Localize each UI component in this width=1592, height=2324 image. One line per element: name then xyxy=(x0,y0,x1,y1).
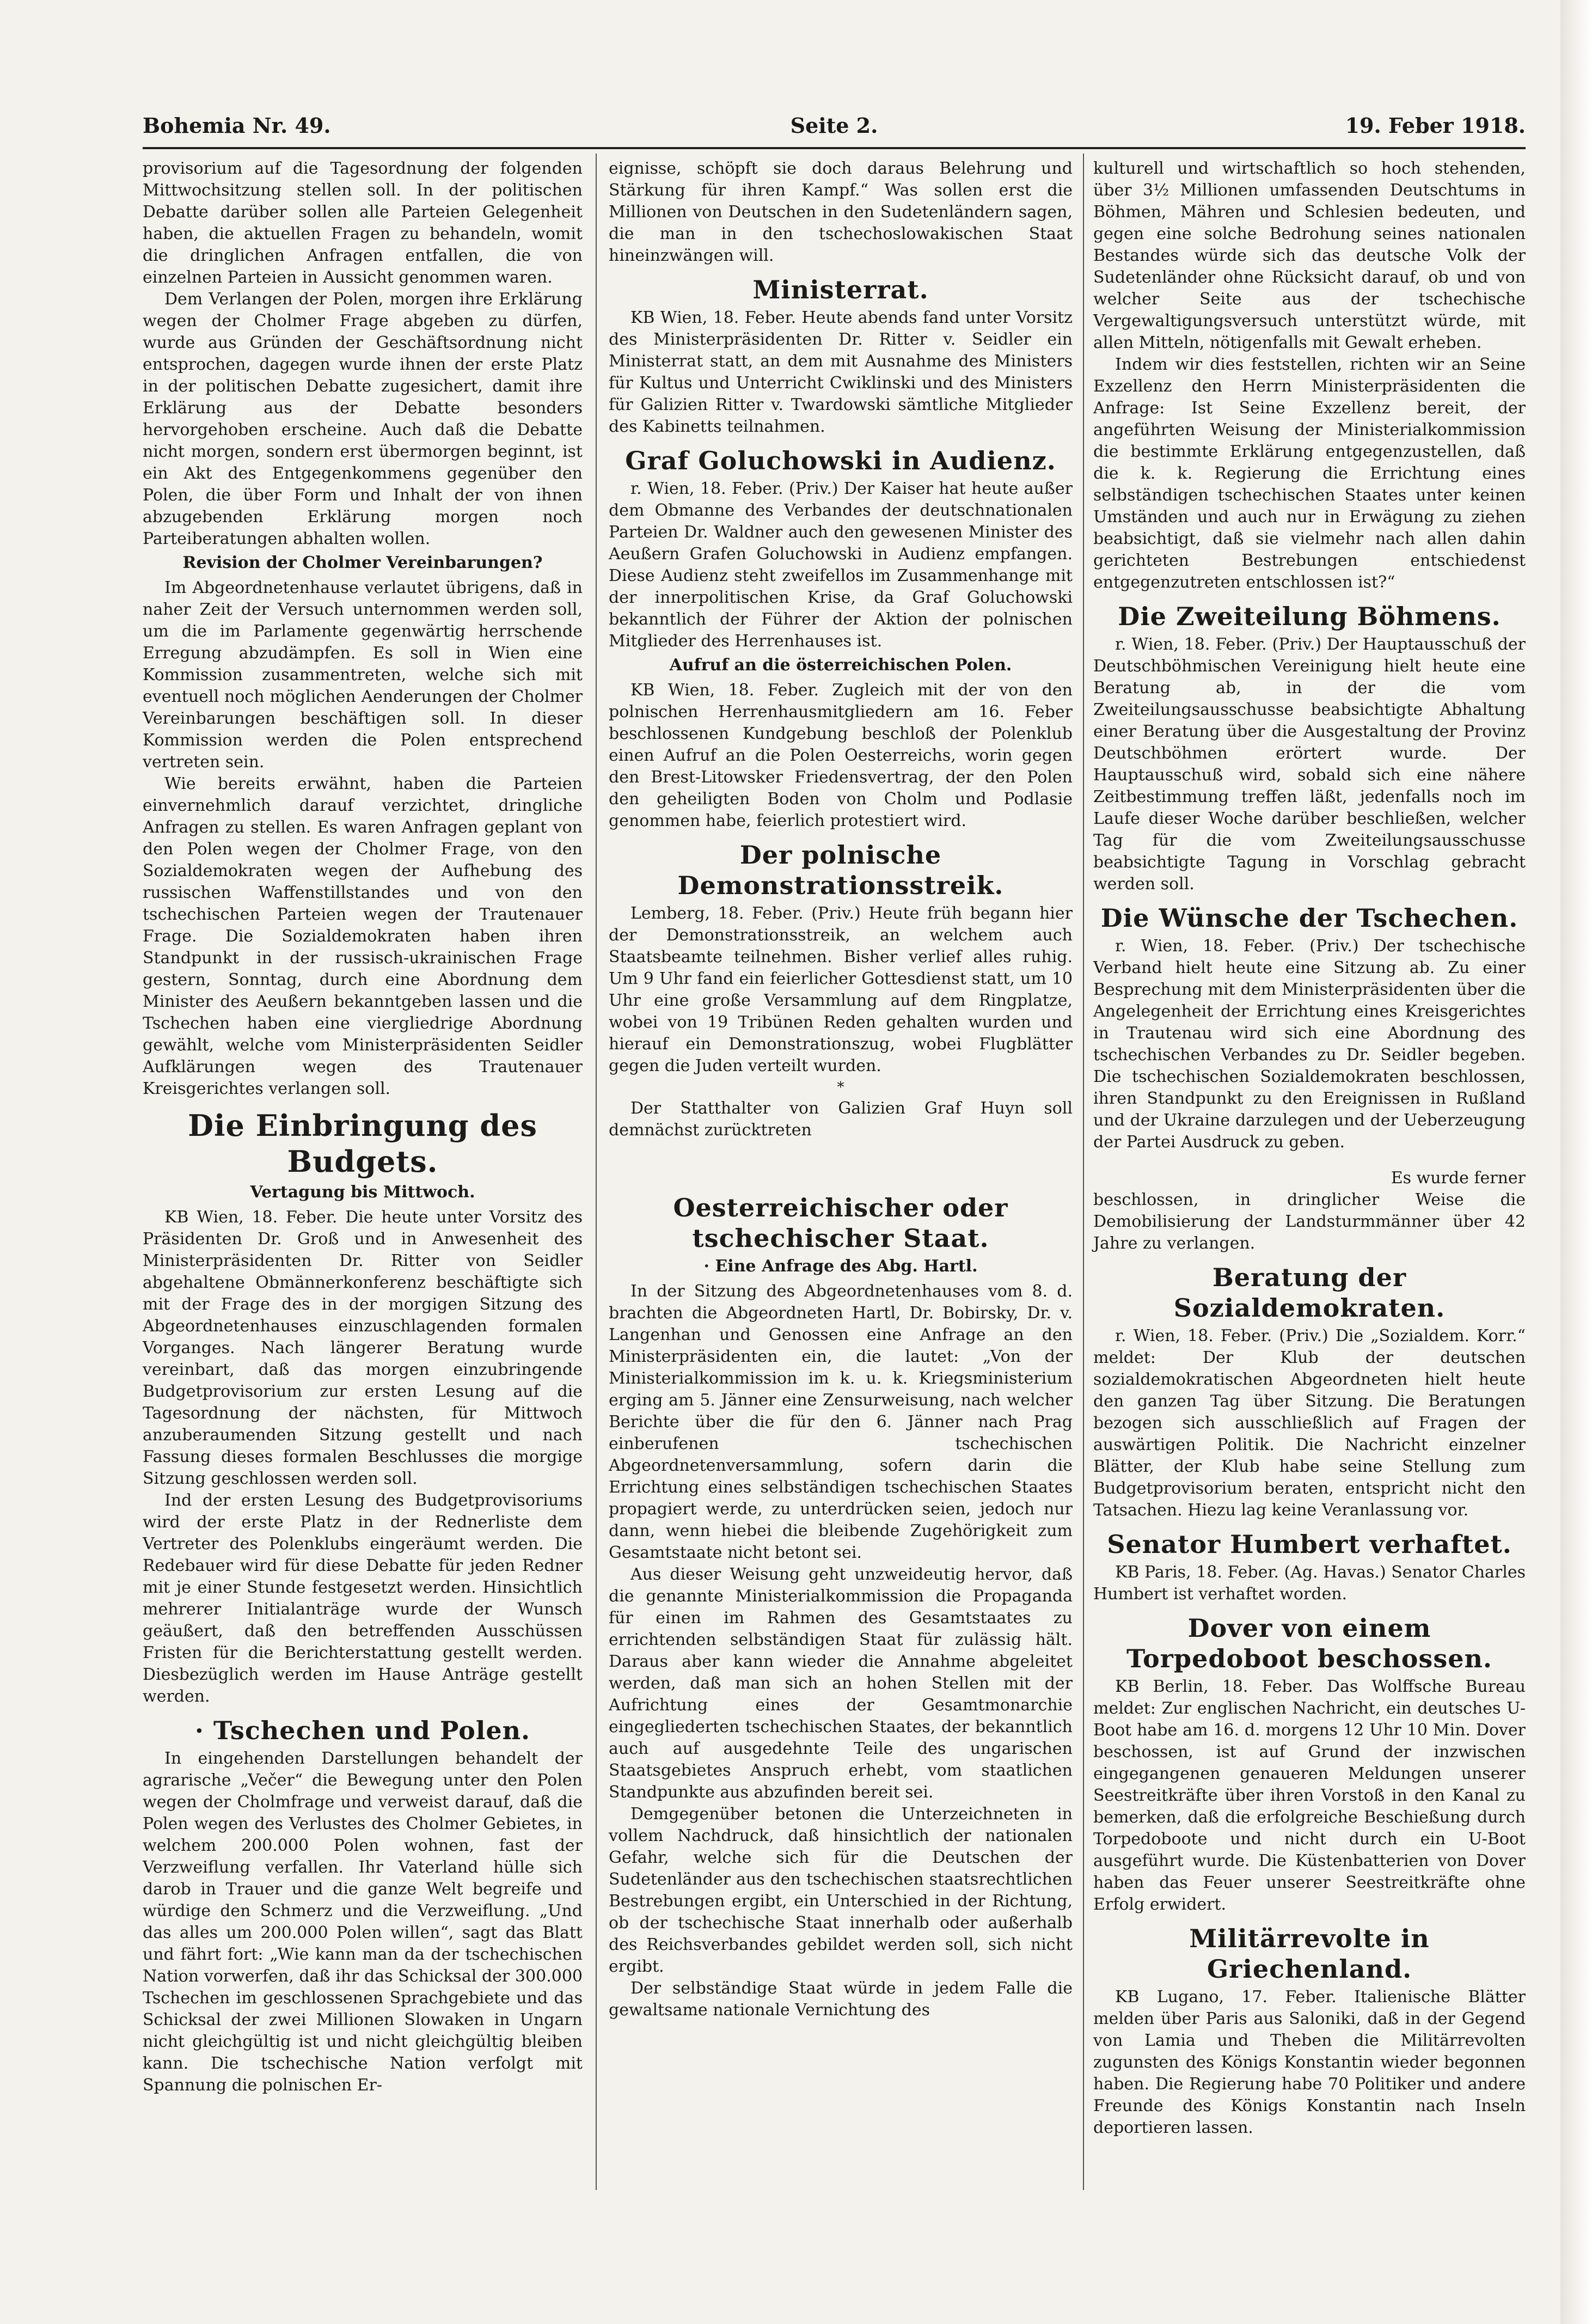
paragraph: Aus dieser Weisung geht unzweideutig hervor, daß die genannte Ministerialkommission die Propaganda für einen im Rahmen des Gesamtstaates zu errichtenden selbständigen Staat für zulässig hält. Daraus aber kann wieder die Annahme abgeleitet werden, daß man sich an hohen Stellen mit der Aufrichtung eines der Gesamtmonarchie eingegliederten tschechischen Staates, der bekanntlich auch auf ausgedehnte Teile des ungarischen Staatsgebietes Anspruch erhebt, vom staatlichen Standpunkte aus abzufinden bereit sei. xyxy=(609,1565,1073,1802)
paragraph: r. Wien, 18. Feber. (Priv.) Der tschechische Verband hielt heute eine Sitzung ab. Zu einer Besprechung mit dem Ministerpräsidenten über die Angelegenheit der Errichtung eines Kreisgerichtes in Trautenau wird sich eine Abordnung des tschechischen Verbandes zu Dr. Seidler begeben. Die tschechischen Sozialdemokraten beschlossen, ihren Standpunkt zu den Ereignissen in Rußland und der Ukraine darzulegen und der Ueberzeugung der Partei Ausdruck zu geben. xyxy=(1093,937,1526,1152)
paragraph: Wie bereits erwähnt, haben die Parteien einvernehmlich darauf verzichtet, dringliche Anfragen zu stellen. Es waren Anfragen geplant von den Polen wegen der Cholmer Frage, von den Sozialdemokraten wegen der Aufhebung des russischen Waffenstillstandes und von den tschechischen Parteien wegen der Trautenauer Frage. Die Sozialdemokraten haben ihren Standpunkt in der russisch-ukrainischen Frage gestern, Sonntag, durch eine Abordnung dem Minister des Aeußern bekanntgeben lassen und die Tschechen haben eine viergliedrige Abordnung gewählt, welche vom Ministerpräsidenten Seidler Aufklärungen wegen des Trautenauer Kreisgerichtes verlangen soll. xyxy=(143,774,583,1098)
spacer xyxy=(1093,1153,1526,1167)
article-headline: Die Zweiteilung Böhmens. xyxy=(1118,602,1501,631)
paragraph: Der Statthalter von Galizien Graf Huyn soll demnächst zurücktreten xyxy=(609,1099,1073,1140)
column-3 xyxy=(1093,158,1526,2139)
subheading: Vertagung bis Mittwoch. xyxy=(250,1183,475,1202)
paragraph: Ind der ersten Lesung des Budgetprovisoriums wird der erste Platz in der Rednerliste dem Vertreter des Polenklubs eingeräumt werden. Die Redebauer wird für diese Debatte für jeden Redner mit je einer Stunde festgesetzt werden. Hinsichtlich mehrerer Initialanträge wurde der Wunsch geäußert, daß den betreffenden Ausschüssen Fristen für die Berichterstattung gestellt werden. Diesbezüglich werden im Hause Anträge gestellt werden. xyxy=(143,1491,583,1706)
page-edge xyxy=(1560,0,1592,2324)
paragraph: Indem wir dies feststellen, richten wir an Seine Exzellenz den Herrn Ministerpräsidenten die Anfrage: Ist Seine Exzellenz bereit, der angeführten Weisung der Ministerialkommission die bestimmte Erklärung entgegenzustellen, daß die k. k. Regierung die Errichtung eines selbständigen tschechischen Staates unter keinen Umständen und auch nur in Erwägung zu ziehen beabsichtigt, daß sie vielmehr nach allen dahin gerichteten Bestrebungen entschiedenst entgegenzutreten entschlossen ist?“ xyxy=(1093,355,1526,592)
paragraph: Es wurde ferner xyxy=(1391,1169,1526,1188)
paragraph: KB Wien, 18. Feber. Heute abends fand unter Vorsitz des Ministerpräsidenten Dr. Ritter v. Seidler ein Ministerrat statt, an dem mit Ausnahme des Ministers für Kultus und Unterricht Cwiklinski und des Ministers für Galizien Ritter v. Twardowski sämtliche Mitglieder des Kabinetts teilnahmen. xyxy=(609,308,1073,436)
paragraph: Der selbständige Staat würde in jedem Falle die gewaltsame nationale Vernichtung des xyxy=(609,1979,1073,2020)
paragraph: KB Lugano, 17. Feber. Italienische Blätter melden über Paris aus Saloniki, daß in der Gegend von Lamia und Theben die Militärrevolten zugunsten des Königs Konstantin wieder begonnen haben. Die Regierung habe 70 Politiker und andere Freunde des Königs Konstantin nach Inseln deportieren lassen. xyxy=(1093,1987,1526,2137)
page-number: Seite 2. xyxy=(790,113,878,138)
paragraph: provisorium auf die Tagesordnung der folgenden Mittwochsitzung stellen soll. In der politischen Debatte darüber sollen alle Parteien Gelegenheit haben, die aktuellen Fragen zu behandeln, womit die dringlichen Anfragen entfallen, die von einzelnen Parteien in Aussicht genommen waren. xyxy=(143,159,583,287)
paragraph: r. Wien, 18. Feber. (Priv.) Der Hauptausschuß der Deutschböhmischen Vereinigung hielt heute eine Beratung ab, in der die vom Zweiteilungsausschusse beabsichtigte Abhaltung einer Beratung über die Ausgestaltung der Provinz Deutschböhmen erörtert wurde. Der Hauptausschuß wird, sobald sich eine nähere Zeitbestimmung treffen läßt, jedenfalls noch im Laufe dieser Woche darüber beschließen, welcher Tag für die vom Zweiteilungsausschusse beabsichtigte Tagung in Vorschlag gebracht werden soll. xyxy=(1093,635,1526,894)
article-headline: Der polnische Demonstrationsstreik. xyxy=(677,840,1004,900)
issue-date: 19. Feber 1918. xyxy=(1345,113,1526,138)
column-rule-2 xyxy=(1083,154,1084,2190)
subheading: Revision der Cholmer Vereinbarungen? xyxy=(182,553,543,572)
paragraph: kulturell und wirtschaftlich so hoch stehenden, über 3½ Millionen umfassenden Deutschtums in Böhmen, Mähren und Schlesien bedeuten, und gegen eine solche Bedrohung seines nationalen Bestandes würde sich das deutsche Volk der Sudetenländer ohne Rücksicht darauf, ob und von welcher Seite aus der tschechische Vergewaltigungsversuch unterstützt würde, mit allen Mitteln, nötigenfalls mit Gewalt erheben. xyxy=(1093,159,1526,352)
paragraph: Lemberg, 18. Feber. (Priv.) Heute früh begann hier der Demonstrationsstreik, an welchem auch Staatsbeamte teilnehmen. Bisher verlief alles ruhig. Um 9 Uhr fand ein feierlicher Gottesdienst statt, um 10 Uhr eine große Versammlung auf dem Ringplatze, wobei von 19 Tribünen Reden gehalten wurden und hierauf ein Demonstrationszug, wobei Flugblätter gegen die Juden verteilt wurden. xyxy=(609,904,1073,1075)
paragraph: r. Wien, 18. Feber. (Priv.) Die „Sozialdem. Korr.“ meldet: Der Klub der deutschen sozialdemokratischen Abgeordneten hielt heute den ganzen Tag über Sitzung. Die Beratungen bezogen sich ausschließlich auf Fragen der auswärtigen Politik. Die Nachricht einzelner Blätter, der Klub habe seine Stellung zum Budgetprovisorium beraten, entspricht nicht den Tatsachen. Hiezu lag keine Veranlassung vor. xyxy=(1093,1326,1526,1520)
header-rule xyxy=(143,147,1526,149)
spacer xyxy=(609,1141,1073,1185)
paragraph: In eingehenden Darstellungen behandelt der agrarische „Večer“ die Bewegung unter den Polen wegen der Cholmfrage und verweist darauf, daß die Polen wegen des Verlustes des Cholmer Gebietes, in welchem 200.000 Polen wohnen, fast der Verzweiflung verfallen. Ihr Vaterland hülle sich darob in Trauer und die ganze Welt begreife und würdige den Schmerz und die Verzweiflung. „Und das alles um 200.000 Polen willen“, sagt das Blatt und fährt fort: „Wie kann man da der tschechischen Nation vorwerfen, daß ihr das Schicksal der 300.000 Tschechen im geschlossenen Sprachgebiete und das Schicksal der zwei Millionen Slowaken in Ungarn nicht gleichgültig ist und nicht gleichgültig bleiben kann. Die tschechische Nation verfolgt mit Spannung die polnischen Er- xyxy=(143,1749,583,2095)
article-headline: Ministerrat. xyxy=(752,275,929,304)
column-rule-1 xyxy=(596,154,597,2190)
separator-star: * xyxy=(837,1079,844,1096)
article-headline: Die Wünsche der Tschechen. xyxy=(1100,903,1518,933)
article-headline: Dover von einem Torpedoboot beschossen. xyxy=(1126,1613,1492,1673)
paragraph: Dem Verlangen der Polen, morgen ihre Erklärung wegen der Cholmer Frage abgeben zu dürfen, wurde aus Gründen der Geschäftsordnung nicht entsprochen, dagegen wurde ihnen der erste Platz in der politischen Debatte zugesichert, damit ihre Erklärung aus der Debatte besonders hervorgehoben erscheine. Auch daß die Debatte nicht morgen, sondern erst übermorgen beginnt, ist ein Akt des Entgegenkommens gegenüber den Polen, die über Form und Inhalt der von ihnen abzugebenden Erklärung morgen noch Parteiberatungen abhalten wollen. xyxy=(143,290,583,548)
article-headline: Die Einbringung des Budgets. xyxy=(188,1108,537,1179)
article-headline: Senator Humbert verhaftet. xyxy=(1107,1530,1512,1559)
masthead-issue: Bohemia Nr. 49. xyxy=(143,113,331,138)
paragraph: Demgegenüber betonen die Unterzeichneten in vollem Nachdruck, daß hinsichtlich der nationalen Gefahr, welche sich für die Deutschen der Sudetenländer aus den tschechischen staatsrechtlichen Bestrebungen ergibt, ein Unterschied in der Richtung, ob der tschechische Staat innerhalb oder außerhalb des Reichsverbandes gebildet werden soll, sich nicht ergibt. xyxy=(609,1805,1073,1976)
paragraph: beschlossen, in dringlicher Weise die Demobilisierung der Landsturmmänner über 42 Jahre zu verlangen. xyxy=(1093,1190,1526,1253)
article-headline: Militärrevolte in Griechenland. xyxy=(1189,1924,1430,1984)
paragraph: KB Berlin, 18. Feber. Das Wolffsche Bureau meldet: Zur englischen Nachricht, ein deutsches U-Boot habe am 16. d. morgens 12 Uhr 10 Min. Dover beschossen, ist auf Grund der inzwischen eingegangenen genaueren Meldungen unserer Seestreitkräfte über ihren Vorstoß in den Kanal zu bemerken, daß die erfolgreiche Beschießung durch Torpedoboote und nicht durch ein U-Boot ausgeführt wurde. Die Küstenbatterien von Dover haben das Feuer unserer Seestreitkräfte ohne Erfolg erwidert. xyxy=(1093,1677,1526,1914)
subheading: Aufruf an die österreichischen Polen. xyxy=(669,656,1012,675)
column-1 xyxy=(143,158,583,2096)
paragraph: KB Wien, 18. Feber. Zugleich mit der von den polnischen Herrenhausmitgliedern am 16. Feber beschlossenen Kundgebung beschloß der Polenklub einen Aufruf an die Polen Oesterreichs, worin gegen den Brest-Litowsker Friedensvertrag, der den Polen den geheiligten Boden von Cholm und Podlasie genommen habe, feierlich protestiert wird. xyxy=(609,681,1073,830)
article-headline: Beratung der Sozialdemokraten. xyxy=(1173,1263,1446,1323)
article-headline: Oesterreichischer oder tschechischer Staat. xyxy=(673,1193,1008,1253)
paragraph: r. Wien, 18. Feber. (Priv.) Der Kaiser hat heute außer dem Obmanne des Verbandes der deutschnationalen Parteien Dr. Waldner auch den gewesenen Minister des Aeußern Grafen Goluchowski in Audienz empfangen. Diese Audienz steht zweifellos im Zusammenhange mit der innerpolitischen Krise, da Graf Goluchowski bekanntlich der Führer der Aktion der polnischen Mitglieder des Herrenhauses ist. xyxy=(609,479,1073,651)
article-headline: Graf Goluchowski in Audienz. xyxy=(625,446,1056,475)
paragraph: Im Abgeordnetenhause verlautet übrigens, daß in naher Zeit der Versuch unternommen werden soll, um die im Parlamente gegenwärtig herrschende Erregung abzudämpfen. Es soll in Wien eine Kommission zusammentreten, welche sich mit eventuell noch möglichen Aenderungen der Cholmer Vereinbarungen beschäftigen soll. In dieser Kommission werden die Polen entsprechend vertreten sein. xyxy=(143,578,583,772)
article-headline: · Tschechen und Polen. xyxy=(194,1716,531,1745)
column-2 xyxy=(609,158,1073,2021)
subheading: · Eine Anfrage des Abg. Hartl. xyxy=(703,1257,978,1276)
paragraph: eignisse, schöpft sie doch daraus Belehrung und Stärkung für ihren Kampf.“ Was sollen erst die Millionen von Deutschen in den Sudetenländern sagen, die man in den tschechoslowakischen Staat hineinzwängen will. xyxy=(609,159,1073,265)
paragraph: In der Sitzung des Abgeordnetenhauses vom 8. d. brachten die Abgeordneten Hartl, Dr. Bobirsky, Dr. v. Langenhan und Genossen eine Anfrage an den Ministerpräsidenten ein, die lautet: „Von der Ministerialkommission im k. u. k. Kriegsministerium erging am 5. Jänner eine Zensurweisung, nach welcher Berichte über die für den 6. Jänner nach Prag einberufenen tschechischen Abgeordnetenversammlung, sofern darin die Errichtung eines selbständigen tschechischen Staates propagiert werde, zu unterdrücken seien, jedoch nur dann, wenn hiebei die bleibende Zugehörigkeit zum Gesamtstaate nicht betont sei. xyxy=(609,1282,1073,1562)
page-header xyxy=(143,109,1526,147)
paragraph: KB Paris, 18. Feber. (Ag. Havas.) Senator Charles Humbert ist verhaftet worden. xyxy=(1093,1563,1526,1604)
paragraph: KB Wien, 18. Feber. Die heute unter Vorsitz des Präsidenten Dr. Groß und in Anwesenheit des Ministerpräsidenten Dr. Ritter von Seidler abgehaltene Obmännerkonferenz beschäftigte sich mit der Frage des in der morgigen Sitzung des Abgeordnetenhauses einzuschlagenden formalen Vorganges. Nach längerer Beratung wurde vereinbart, daß das morgen einzubringende Budgetprovisorium zur ersten Lesung auf die Tagesordnung der nächsten, für Mittwoch anzuberaumenden Sitzung gestellt und nach Fassung dieses formalen Beschlusses die morgige Sitzung geschlossen werden soll. xyxy=(143,1208,583,1488)
